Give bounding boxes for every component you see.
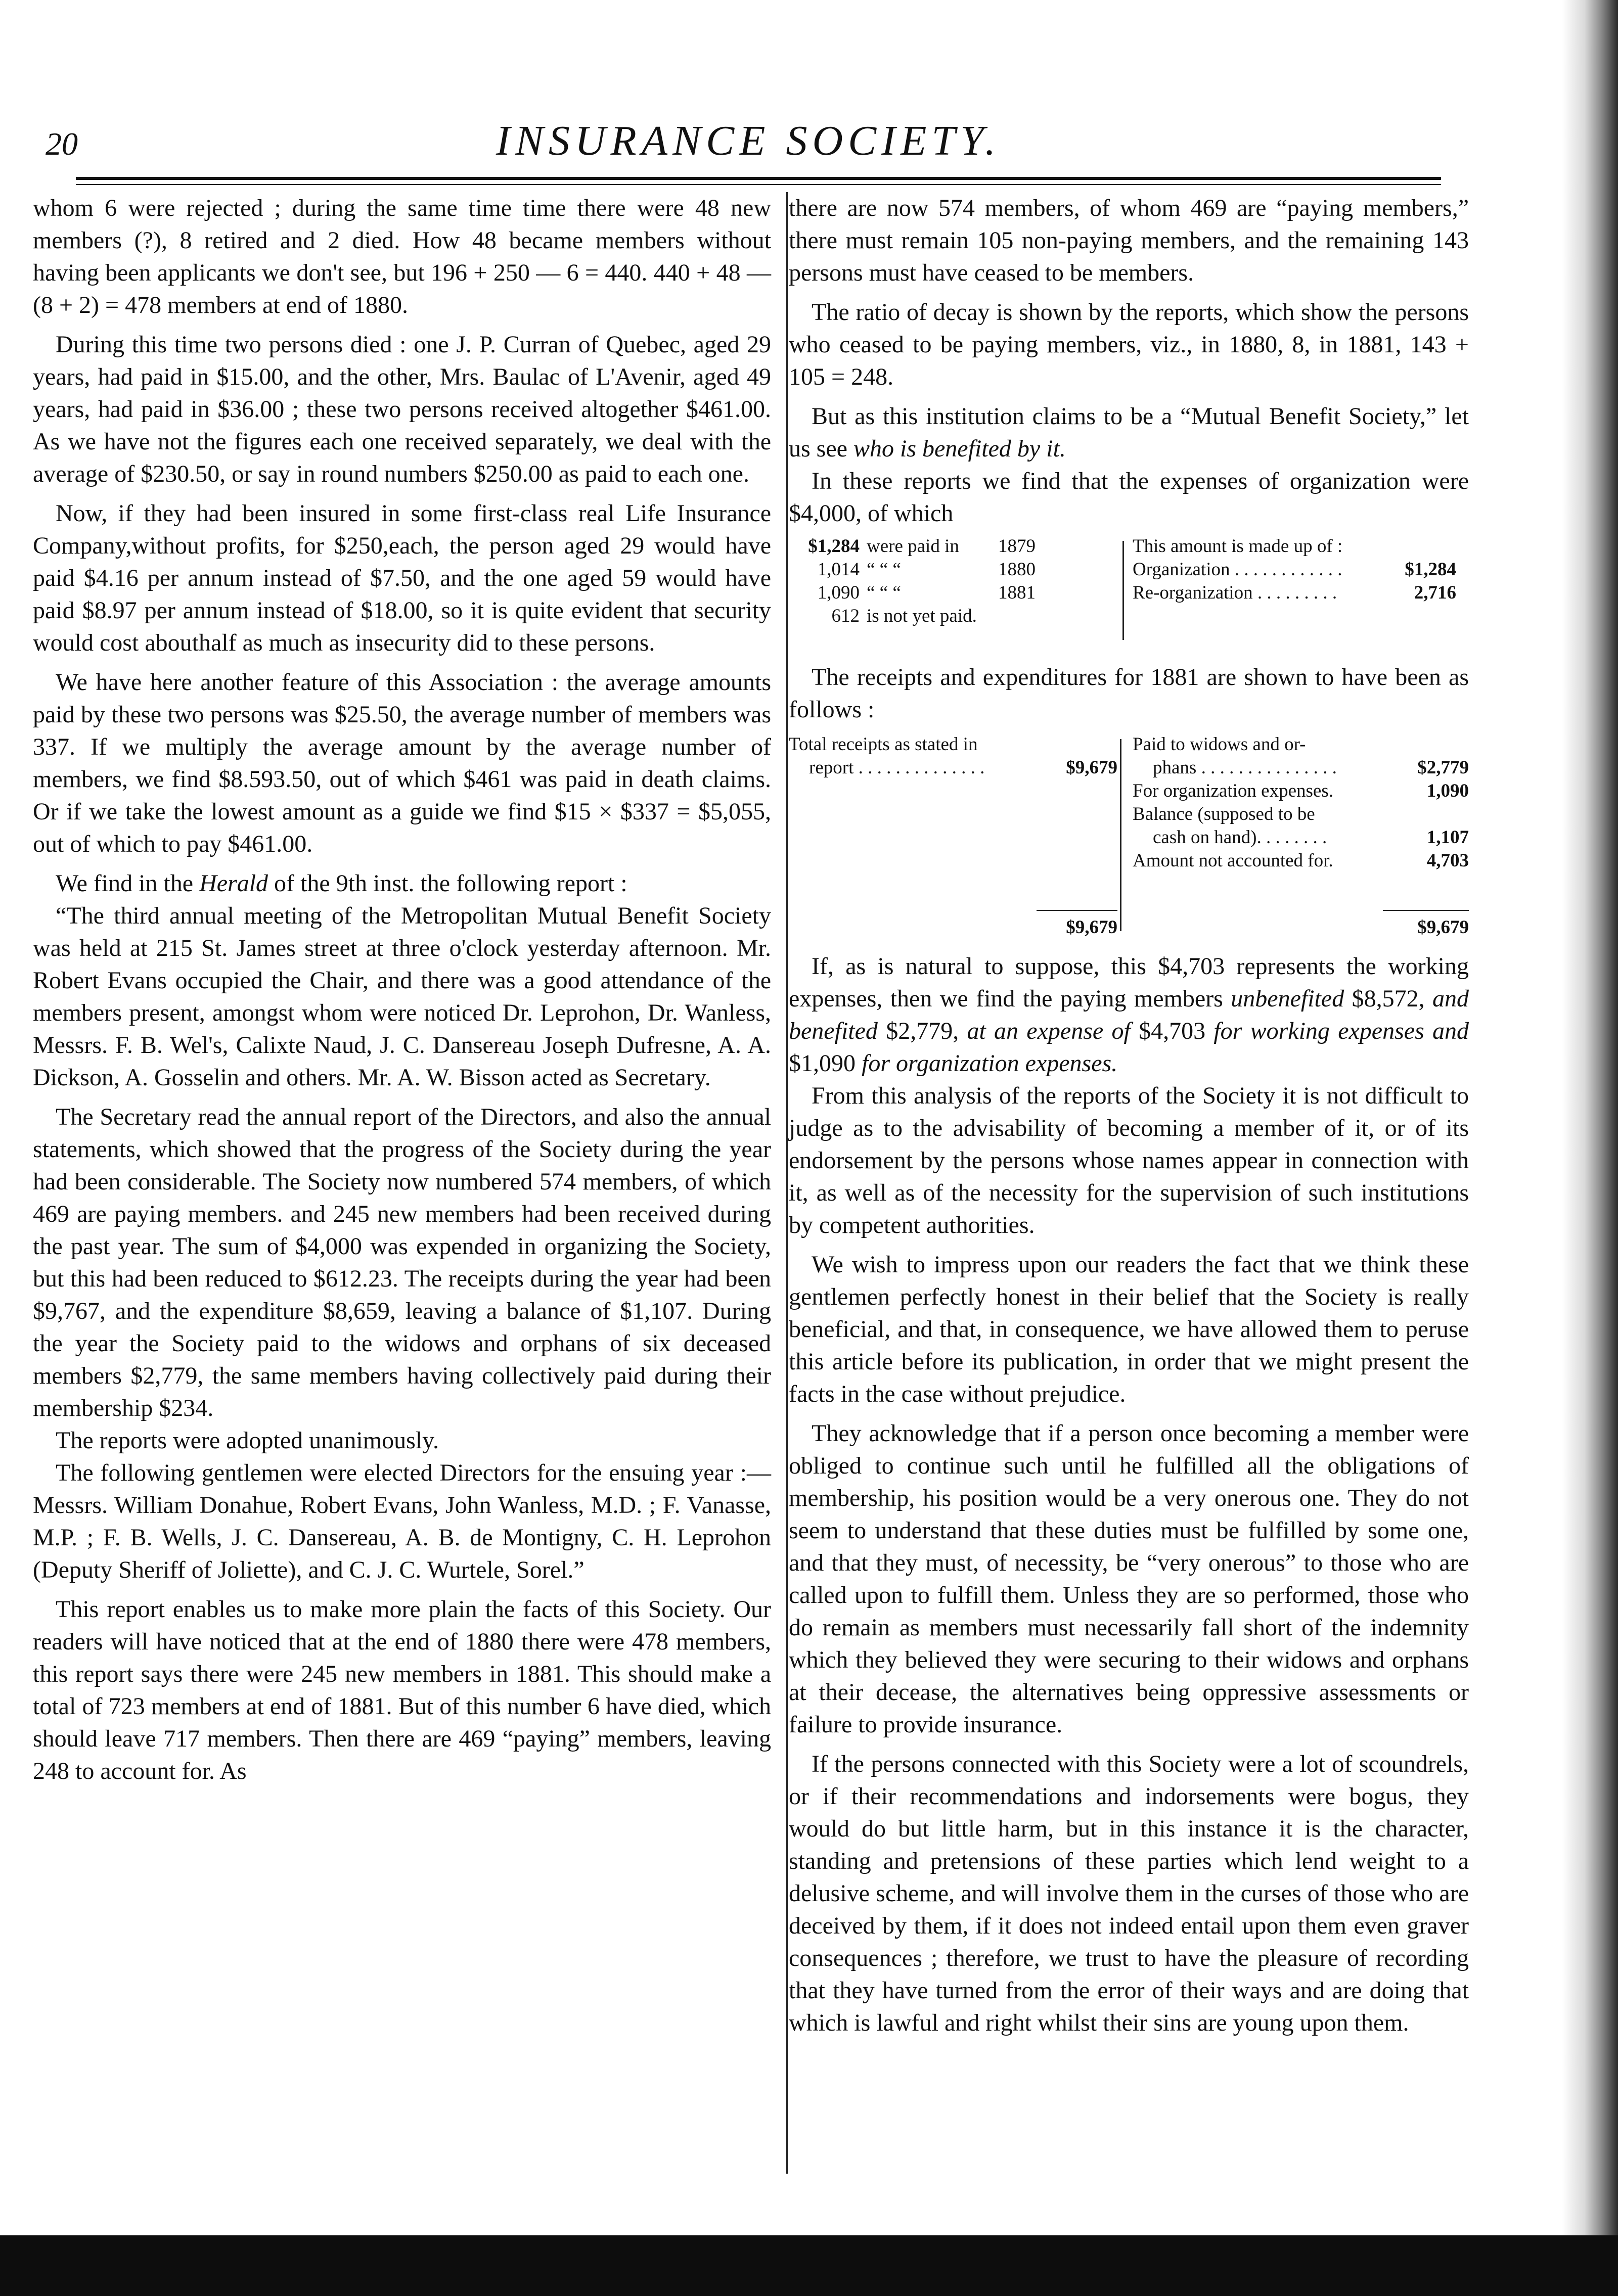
newspaper-name: Herald <box>199 870 268 897</box>
value-cell: 2,716 <box>1414 582 1456 603</box>
paragraph <box>789 950 1469 1080</box>
value-cell: 1,107 <box>1426 827 1469 848</box>
scan-bottom-border <box>0 2235 1618 2296</box>
expenditures-total: $9,679 <box>1417 917 1469 938</box>
emphasis: and benefited <box>789 985 1469 1044</box>
payment-schedule <box>799 535 1122 628</box>
label-cell: “ “ “ <box>867 582 901 603</box>
paragraph: Now, if they had been insured in some first-class real Life Insurance Company,without profits, for $250,each, the person aged 29 would have paid $4.16 per annum instead of $7.50, and the one aged 59 would have paid $8.97 per annum instead of $18.00, so it is quite evident that security would cost abouthalf as much as insecurity did to these persons. <box>33 500 771 656</box>
table-row <box>799 581 1122 605</box>
table-row <box>1133 826 1469 849</box>
label-cell: is not yet paid. <box>867 606 977 626</box>
emphasis: unbenefited <box>1231 985 1344 1012</box>
table-row <box>799 605 1122 628</box>
table-row <box>1133 558 1456 581</box>
paragraph: If the persons connected with this Society were a lot of scoundrels, or if their recommendations and indorsements were bogus, they would do but little harm, but in this instance it is the character, standing and pretensions of these parties which lend weight to a delusive scheme, and will involve them in the curses of those who are deceived by them, if it does not indeed entail upon them even graver consequences ; therefore, we trust to have the pleasure of recording that they have turned from the error of their ways and are doing that which is lawful and right whilst their sins are young upon them. <box>789 1751 1469 2036</box>
receipts-side <box>789 733 1117 779</box>
amount: $8,572, <box>1352 985 1425 1012</box>
amount-cell: 1,014 <box>817 559 860 580</box>
amount-cell: 1,090 <box>817 582 860 603</box>
table-row <box>1133 756 1469 779</box>
amount: $4,703 <box>1139 1018 1206 1044</box>
paragraph: In these reports we find that the expenses of organization were $4,000, of which <box>789 468 1469 527</box>
total-rule <box>1037 910 1117 911</box>
receipts-expenditures-table <box>789 733 1469 950</box>
paragraph: The receipts and expenditures for 1881 are shown to have been as follows : <box>789 664 1469 723</box>
paragraph: whom 6 were rejected ; during the same time time there were 48 new members (?), 8 retired and 2 died. How 48 became members without having been applicants we don't see, but 196 + 250 — 6 = 440. 440 + 48 — (8 + 2) = 478 members at end of 1880. <box>33 195 771 318</box>
right-column <box>789 192 1469 2039</box>
value-cell: $9,679 <box>1066 757 1117 778</box>
quoted-paragraph: The following gentlemen were elected Directors for the ensuing year :—Messrs. William Donahue, Robert Evans, John Wanless, M.D. ; F. Vanasse, M.P. ; F. B. Wells, J. C. Dansereau, A. B. de Montigny, C. H. Leprohon (Deputy Sheriff of Joliette), and C. J. C. Wurtele, Sorel.” <box>33 1459 771 1583</box>
column-divider <box>786 192 788 2174</box>
table-row <box>1133 581 1456 605</box>
page-number: 20 <box>46 126 78 162</box>
value-cell: $2,779 <box>1417 757 1469 778</box>
year-cell: 1879 <box>998 536 1036 557</box>
quoted-paragraph: “The third annual meeting of the Metropolitan Mutual Benefit Society was held at 215 St. James street at three o'clock yesterday afternoon. Mr. Robert Evans occupied the Chair, and there was a good attendance of the members present, amongst whom were noticed Dr. Leprohon, Dr. Wanless, Messrs. F. B. Wel's, Calixte Naud, J. C. Dansereau Joseph Dufresne, A. A. Dickson, A. Gosselin and others. Mr. A. W. Bisson acted as Secretary. <box>33 902 771 1091</box>
value-cell: 1,090 <box>1426 780 1469 801</box>
year-cell: 1881 <box>998 582 1036 603</box>
quoted-paragraph: The reports were adopted unanimously. <box>56 1427 439 1454</box>
label-cell: Amount not accounted for. <box>1133 850 1333 871</box>
emphasis: for organization expenses. <box>862 1050 1118 1077</box>
text: But as this institution claims to be a “Mutual Benefit Society,” let us see <box>789 403 1469 462</box>
label-cell: “ “ “ <box>867 559 901 580</box>
amount: $1,090 <box>789 1050 856 1077</box>
running-head: INSURANCE SOCIETY. <box>496 117 1001 164</box>
label-cell: cash on hand). . . . . . . . <box>1153 827 1327 848</box>
label-cell: Balance (supposed to be <box>1133 804 1315 824</box>
table-row <box>1133 779 1469 803</box>
amount: $2,779, <box>886 1018 959 1044</box>
table-row <box>1133 733 1469 756</box>
table-row <box>789 756 1117 779</box>
expense-breakdown <box>1133 535 1456 605</box>
emphasis: at an expense of <box>967 1018 1131 1044</box>
breakdown-heading: This amount is made up of : <box>1133 536 1343 557</box>
paragraph: The ratio of decay is shown by the reports, which show the persons who ceased to be paying members, viz., in 1880, 8, in 1881, 143 + 105 = 248. <box>789 299 1469 390</box>
value-cell: $1,284 <box>1405 559 1456 580</box>
table-row <box>1133 849 1469 873</box>
table-row <box>1133 803 1469 826</box>
scan-edge-shadow <box>1562 0 1618 2296</box>
table-divider <box>1120 739 1121 931</box>
total-rule <box>1383 910 1469 911</box>
quoted-paragraph: The Secretary read the annual report of the Directors, and also the annual statements, which showed that the progress of the Society during the year had been considerable. The Society now numbered 574 members, of which 469 are paying members. and 245 new members had been received during the past year. The sum of $4,000 was expended in organizing the Society, but this had been reduced to $612.23. The receipts during the year had been $9,767, and the expenditure $8,659, leaving a balance of $1,107. During the year the Society paid to the widows and orphans of six deceased members $2,779, the same members having collectively paid during their membership $234. <box>33 1104 771 1421</box>
label-cell: For organization expenses. <box>1133 780 1333 801</box>
receipts-label: Total receipts as stated in <box>789 734 978 755</box>
paragraph: there are now 574 members, of whom 469 are “paying members,” there must remain 105 non-paying members, and the remaining 143 persons must have ceased to be members. <box>789 195 1469 286</box>
label-cell: report . . . . . . . . . . . . . . <box>809 757 985 778</box>
amount-cell: 612 <box>831 606 860 626</box>
year-cell <box>998 605 1059 628</box>
paragraph-herald-intro <box>33 867 771 900</box>
left-column <box>33 192 771 1787</box>
paragraph: From this analysis of the reports of the Society it is not difficult to judge as to the advisability of becoming a member of it, or of its endorsement by the persons whose names appear in connection with it, as well as of the necessity for the supervision of such institutions by competent authorities. <box>789 1082 1469 1238</box>
label-cell: Organization . . . . . . . . . . . . <box>1133 559 1342 580</box>
organization-expense-table <box>789 535 1469 654</box>
text: of the 9th inst. the following report : <box>274 870 627 897</box>
table-row <box>799 558 1122 581</box>
paragraph: During this time two persons died : one J. P. Curran of Quebec, aged 29 years, had paid in $15.00, and the other, Mrs. Baulac of L'Avenir, aged 49 years, had paid in $36.00 ; these two persons received altogether $461.00. As we have not the figures each one received separately, we deal with the average of $230.50, or say in round numbers $250.00 as paid to each one. <box>33 331 771 487</box>
page-header <box>46 116 1451 172</box>
table-divider <box>1122 541 1124 640</box>
paragraph: They acknowledge that if a person once becoming a member were obliged to continue such until he fulfilled all the obligations of membership, his position would be a very onerous one. They do not seem to understand that these duties must be fulfilled by some one, and that they must, of necessity, be “very onerous” to those who are called upon to fulfill them. Unless they are so performed, those who do remain as members must necessarily fall short of the indemnity which they believed they were securing to their widows and orphans at their decease, the alternatives being oppressive assessments or failure to provide insurance. <box>789 1420 1469 1738</box>
label-cell: Re-organization . . . . . . . . . <box>1133 582 1337 603</box>
label-cell: Paid to widows and or- <box>1133 734 1306 755</box>
amount-cell: $1,284 <box>808 536 860 557</box>
label-cell: phans . . . . . . . . . . . . . . . <box>1153 757 1337 778</box>
receipts-total: $9,679 <box>1066 917 1117 938</box>
header-rule-thin <box>76 184 1441 185</box>
text: We find in the <box>56 870 194 897</box>
text: If, as is natural to suppose, this $4,703 represents the working expenses, then we find the paying members <box>789 953 1469 1012</box>
emphasis: who is benefited by it. <box>853 435 1066 462</box>
paragraph: We have here another feature of this Association : the average amounts paid by these two persons was $25.50, the average number of members was 337. If we multiply the average amount by the average number of members, we find $8.593.50, out of which $461 was paid in death claims. Or if we take the lowest amount as a guide we find $15 × $337 = $5,055, out of which to pay $461.00. <box>33 669 771 857</box>
table-row <box>799 535 1122 558</box>
year-cell: 1880 <box>998 559 1036 580</box>
paragraph <box>789 400 1469 465</box>
label-cell: were paid in <box>867 536 959 557</box>
emphasis: for working expenses and <box>1214 1018 1469 1044</box>
value-cell: 4,703 <box>1426 850 1469 871</box>
header-rule-thick <box>76 177 1441 180</box>
paragraph: We wish to impress upon our readers the fact that we think these gentlemen perfectly honest in their belief that the Society is really beneficial, and that, in consequence, we have allowed them to peruse this article before its publication, in order that we might present the facts in the case without prejudice. <box>789 1251 1469 1407</box>
expenditures-side <box>1133 733 1469 873</box>
paragraph: This report enables us to make more plain the facts of this Society. Our readers will have noticed that at the end of 1880 there were 478 members, this report says there were 245 new members in 1881. This should make a total of 723 members at end of 1881. But of this number 6 have died, which should leave 717 members. Then there are 469 “paying” members, leaving 248 to account for. As <box>33 1596 771 1784</box>
